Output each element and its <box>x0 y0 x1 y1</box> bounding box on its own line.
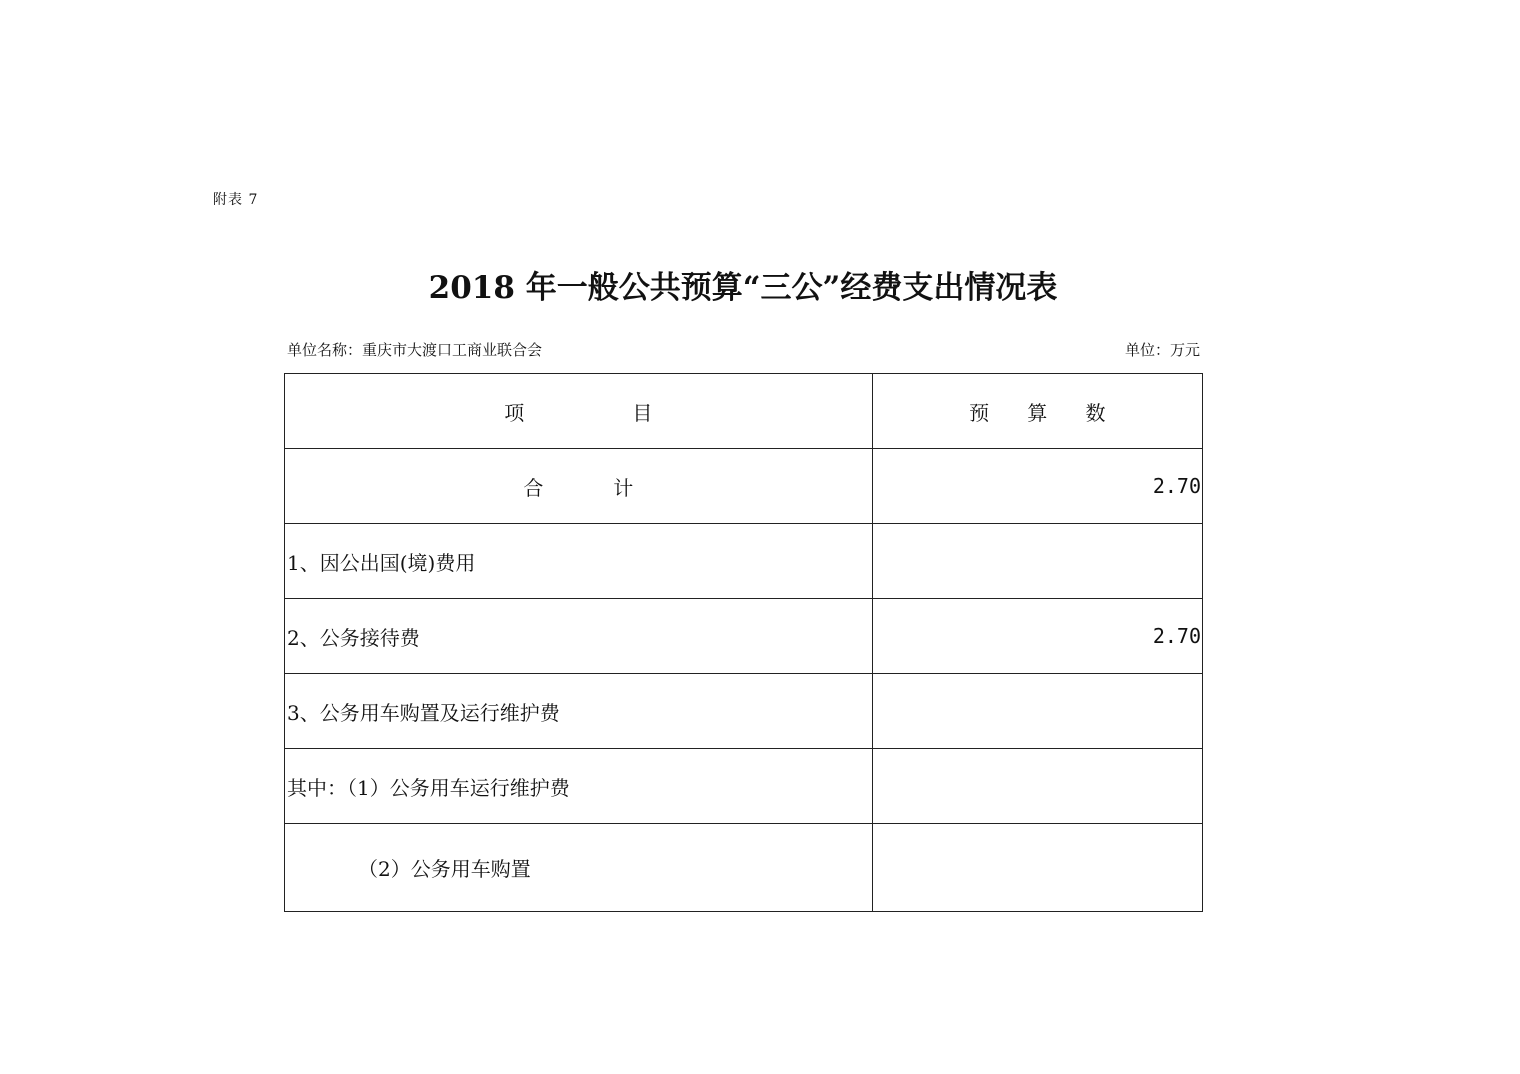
row-value-cell <box>872 749 1202 824</box>
row-value-cell: 2.70 <box>872 599 1202 674</box>
row-label-cell: 1、因公出国(境)费用 <box>285 524 873 599</box>
table-row <box>285 674 1203 749</box>
budget-table <box>284 373 1203 912</box>
table-row <box>285 599 1203 674</box>
header-item-cell: 项 目 <box>285 374 873 449</box>
table-header-row <box>285 374 1203 449</box>
table-row <box>285 524 1203 599</box>
row-label-cell: （2）公务用车购置 <box>285 824 873 912</box>
table-total-row <box>285 449 1203 524</box>
total-label-cell: 合 计 <box>285 449 873 524</box>
table-row <box>285 824 1203 912</box>
unit-name-label: 单位名称：重庆市大渡口工商业联合会 <box>287 341 543 359</box>
total-value-cell: 2.70 <box>872 449 1202 524</box>
row-label-cell: 其中：（1）公务用车运行维护费 <box>285 749 873 824</box>
table-row <box>285 749 1203 824</box>
appendix-label: 附表 7 <box>213 192 259 208</box>
row-label-cell: 3、公务用车购置及运行维护费 <box>285 674 873 749</box>
unit-label: 单位：万元 <box>1124 341 1200 359</box>
row-value-cell <box>872 524 1202 599</box>
header-budget-cell: 预 算 数 <box>872 374 1202 449</box>
row-label-cell: 2、公务接待费 <box>285 599 873 674</box>
row-value-cell <box>872 824 1202 912</box>
page-title: 2018 年一般公共预算“三公”经费支出情况表 <box>428 270 1058 306</box>
row-value-cell <box>872 674 1202 749</box>
